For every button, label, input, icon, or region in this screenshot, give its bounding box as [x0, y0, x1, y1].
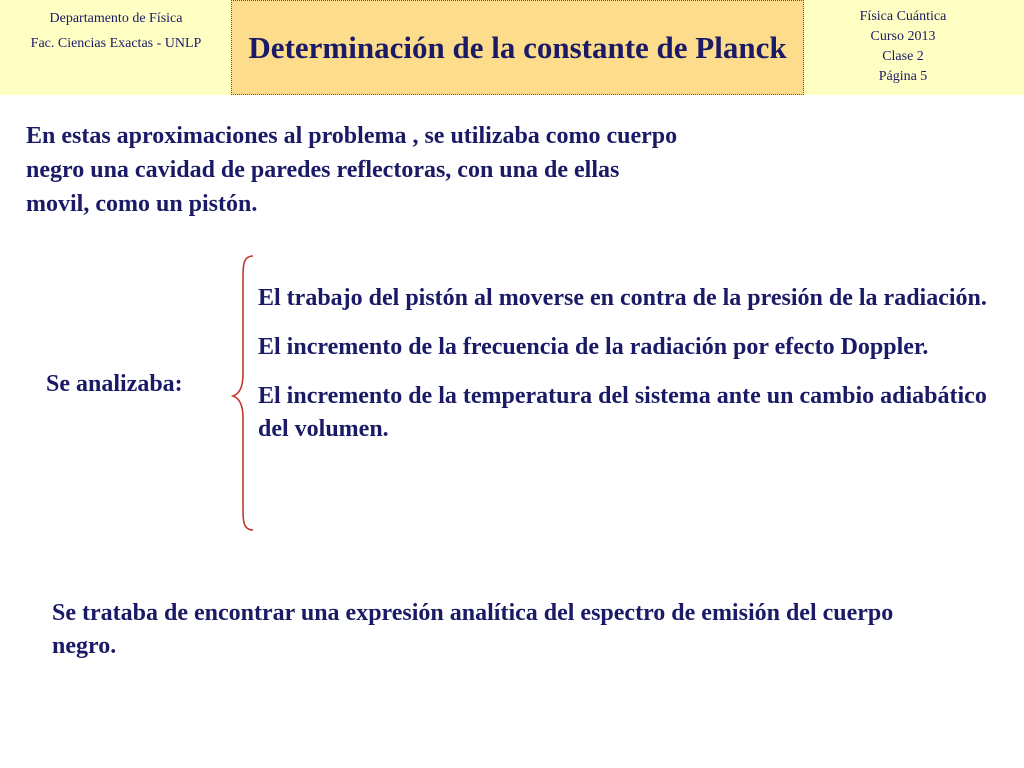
course-year: Curso 2013 — [870, 29, 936, 44]
title-box — [231, 0, 804, 95]
department-name: Departamento de Física — [49, 11, 183, 26]
list-item: El trabajo del pistón al moverse en contra de la presión de la radiación. — [258, 285, 987, 311]
slide-title: Determinación de la constante de Planck — [248, 29, 787, 65]
list-item: El incremento de la frecuencia de la radiación por efecto Doppler. — [258, 334, 929, 360]
analysis-list — [258, 282, 998, 462]
class-number: Clase 2 — [882, 49, 924, 64]
curly-brace-icon — [231, 254, 261, 532]
conclusion-paragraph: Se trataba de encontrar una expresión analítica del espectro de emisión del cuerpo negro. — [52, 600, 894, 659]
faculty-name: Fac. Ciencias Exactas - UNLP — [30, 36, 202, 51]
course-info — [803, 7, 1003, 87]
course-name: Física Cuántica — [859, 9, 947, 24]
list-item: El incremento de la temperatura del sistema ante un cambio adiabático del volumen. — [258, 383, 987, 442]
analysis-label: Se analizaba: — [46, 371, 183, 397]
department-info — [0, 6, 232, 56]
page-number: Página 5 — [878, 69, 928, 84]
intro-paragraph: En estas aproximaciones al problema , se utilizaba como cuerpo negro una cavidad de paredes reflectoras, con una de ellas movil, como un pistón. — [26, 123, 678, 217]
